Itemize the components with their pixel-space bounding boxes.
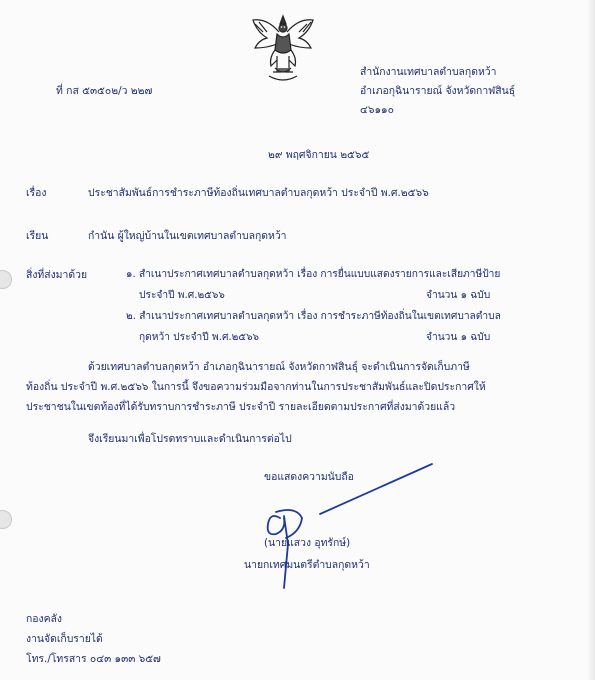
enclosure-item-2-line1: ๒. สำเนาประกาศเทศบาลตำบลกุดหว้า เรื่อง การชำระภาษีท้องถิ่นในเขตเทศบาลตำบล: [126, 311, 501, 322]
garuda-emblem: [247, 10, 319, 88]
signatory-name: (นายแสวง อุทรักษ์): [264, 537, 351, 549]
reference-number: ที่ กส ๕๓๕๐๒/ว ๒๒๗: [56, 85, 153, 97]
org-postcode: ๔๖๑๑๐: [360, 104, 394, 116]
footer-phone: โทร./โทรสาร ๐๔๓ ๑๓๓ ๖๕๗: [26, 653, 161, 665]
org-name: สำนักงานเทศบาลตำบลกุดหว้า: [360, 66, 497, 78]
request-line: จึงเรียนมาเพื่อโปรดทราบและดำเนินการต่อไป: [88, 433, 292, 445]
footer-section: งานจัดเก็บรายได้: [26, 633, 103, 645]
subject-text: ประชาสัมพันธ์การชำระภาษีท้องถิ่นเทศบาลตำบลกุดหว้า ประจำปี พ.ศ.๒๕๖๖: [88, 187, 429, 199]
recipient-text: กำนัน ผู้ใหญ่บ้านในเขตเทศบาลตำบลกุดหว้า: [88, 230, 287, 242]
closing-salutation: ขอแสดงความนับถือ: [264, 471, 354, 483]
enclosure-item-2-line2: กุดหว้า ประจำปี พ.ศ.๒๕๖๖: [139, 332, 260, 343]
recipient-label: เรียน: [26, 230, 49, 242]
body-line-2: ท้องถิ่น ประจำปี พ.ศ.๒๕๖๖ ในการนี้ จึงขอความร่วมมือจากท่านในการประชาสัมพันธ์และปิดประกาศให้: [26, 381, 486, 393]
enclosure-item-2-qty: จำนวน ๑ ฉบับ: [426, 332, 491, 343]
body-line-1: ด้วยเทศบาลตำบลกุดหว้า อำเภอกุฉินารายณ์ จังหวัดกาฬสินธุ์ จะดำเนินการจัดเก็บภาษี: [88, 361, 470, 373]
handwritten-signature: [240, 458, 440, 598]
enclosure-item-1-qty: จำนวน ๑ ฉบับ: [426, 290, 491, 301]
enclosure-item-1-line2: ประจำปี พ.ศ.๒๕๖๖: [139, 290, 225, 301]
punch-hole-top: [0, 270, 12, 289]
org-district: อำเภอกุฉินารายณ์ จังหวัดกาฬสินธุ์: [360, 85, 516, 97]
body-line-3: ประชาชนในเขตท้องที่ได้รับทราบการชำระภาษี ประจำปี รายละเอียดตามประกาศที่ส่งมาด้วยแล้ว: [26, 401, 456, 413]
enclosures-label: สิ่งที่ส่งมาด้วย: [26, 269, 88, 281]
footer-department: กองคลัง: [26, 613, 62, 625]
letter-date: ๒๙ พฤศจิกายน ๒๕๖๕: [268, 149, 370, 161]
signatory-position: นายกเทศมนตรีตำบลกุดหว้า: [244, 559, 370, 571]
punch-hole-bottom: [0, 510, 12, 529]
subject-label: เรื่อง: [26, 187, 47, 199]
enclosure-item-1-line1: ๑. สำเนาประกาศเทศบาลตำบลกุดหว้า เรื่อง การยื่นแบบแสดงรายการและเสียภาษีป้าย: [126, 269, 501, 280]
page-edge-shadow: [587, 0, 595, 680]
